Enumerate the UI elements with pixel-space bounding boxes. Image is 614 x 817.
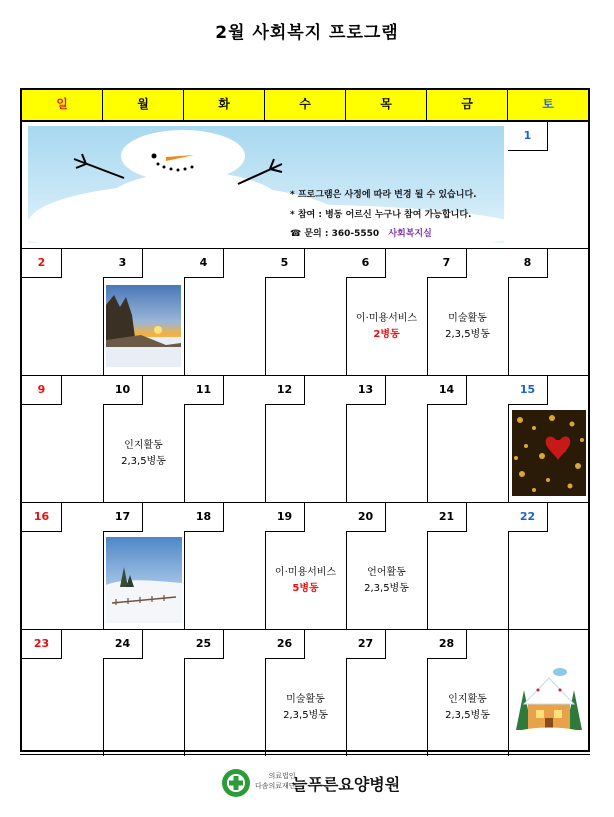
org-foundation: 다솜의료재단 bbox=[255, 782, 296, 790]
snowy-house-illustration bbox=[514, 660, 584, 740]
day-cell-9 bbox=[22, 376, 104, 502]
date-number: 16 bbox=[22, 503, 62, 532]
day-cell-2 bbox=[22, 249, 104, 375]
date-number: 10 bbox=[103, 376, 143, 405]
program-ward: 5병동 bbox=[292, 583, 319, 594]
day-cell-10 bbox=[103, 376, 185, 502]
day-cell-27 bbox=[346, 630, 428, 756]
weekday-sun: 일 bbox=[22, 90, 103, 120]
date-number: 6 bbox=[346, 249, 386, 278]
program-title: 인지활동 bbox=[124, 440, 163, 451]
date-number: 12 bbox=[265, 376, 305, 405]
day-cell-13 bbox=[346, 376, 428, 502]
week-row-3 bbox=[22, 376, 588, 503]
date-number: 11 bbox=[184, 376, 224, 405]
banner-contact bbox=[290, 226, 432, 239]
page-title: 2월 사회복지 프로그램 bbox=[215, 23, 399, 43]
day-cell-14 bbox=[427, 376, 509, 502]
day-cell-16 bbox=[22, 503, 104, 629]
day-cell-17 bbox=[103, 503, 185, 629]
date-number: 27 bbox=[346, 630, 386, 659]
date-number: 25 bbox=[184, 630, 224, 659]
contact-phone: ☎ 문의 : 360-5550 bbox=[290, 229, 380, 239]
day-cell-8 bbox=[508, 249, 589, 375]
weekday-mon: 월 bbox=[103, 90, 184, 120]
date-number: 21 bbox=[427, 503, 467, 532]
program-title: 이·미용서비스 bbox=[355, 313, 418, 324]
hospital-logo-icon bbox=[221, 768, 251, 798]
date-number: 3 bbox=[103, 249, 143, 278]
day-cell-5 bbox=[265, 249, 347, 375]
date-number: 28 bbox=[427, 630, 467, 659]
contact-department: 사회복지실 bbox=[388, 229, 432, 239]
day-cell-6 bbox=[346, 249, 428, 375]
banner-note-1: * 프로그램은 사정에 따라 변경 될 수 있습니다. bbox=[290, 190, 477, 200]
day-cell-12 bbox=[265, 376, 347, 502]
winter-banner bbox=[28, 126, 504, 243]
weekday-header bbox=[22, 90, 588, 122]
week-row-2 bbox=[22, 249, 588, 376]
winter-sunset-photo bbox=[106, 285, 181, 367]
week-row-1 bbox=[22, 122, 588, 249]
org-label bbox=[255, 771, 296, 791]
day-cell-3 bbox=[103, 249, 185, 375]
date-number: 18 bbox=[184, 503, 224, 532]
program-ward: 2,3,5병동 bbox=[121, 456, 166, 467]
date-number: 5 bbox=[265, 249, 305, 278]
date-number: 15 bbox=[508, 376, 548, 405]
date-number: 22 bbox=[508, 503, 548, 532]
weekday-wed: 수 bbox=[265, 90, 346, 120]
date-number: 20 bbox=[346, 503, 386, 532]
christmas-lights-photo bbox=[512, 410, 586, 496]
week-row-4 bbox=[22, 503, 588, 630]
program-title: 인지활동 bbox=[448, 694, 487, 705]
footer-divider bbox=[20, 754, 590, 755]
date-number: 4 bbox=[184, 249, 224, 278]
day-cell-28 bbox=[427, 630, 509, 756]
date-number: 19 bbox=[265, 503, 305, 532]
org-type: 의료법인 bbox=[268, 772, 296, 780]
program-title: 미술활동 bbox=[448, 313, 487, 324]
day-cell-18 bbox=[184, 503, 266, 629]
date-number: 13 bbox=[346, 376, 386, 405]
banner-note-2: * 참여 : 병동 어르신 누구나 참여 가능합니다. bbox=[290, 210, 472, 220]
snow-field-photo bbox=[106, 537, 182, 623]
day-cell-7 bbox=[427, 249, 509, 375]
date-number: 24 bbox=[103, 630, 143, 659]
weekday-tue: 화 bbox=[184, 90, 265, 120]
weekday-fri: 금 bbox=[427, 90, 508, 120]
day-cell-blank bbox=[508, 630, 589, 756]
week-row-5 bbox=[22, 630, 588, 756]
day-cell-24 bbox=[103, 630, 185, 756]
program-ward: 2,3,5병동 bbox=[283, 710, 328, 721]
hospital-name: 늘푸른요양병원 bbox=[292, 775, 401, 794]
date-number: 23 bbox=[22, 630, 62, 659]
day-cell-21 bbox=[427, 503, 509, 629]
day-cell-22 bbox=[508, 503, 589, 629]
date-number: 1 bbox=[508, 122, 548, 151]
snowman-illustration bbox=[28, 126, 504, 243]
date-number: 9 bbox=[22, 376, 62, 405]
day-cell-20 bbox=[346, 503, 428, 629]
day-cell-26 bbox=[265, 630, 347, 756]
program-title: 언어활동 bbox=[367, 567, 406, 578]
program-ward: 2,3,5병동 bbox=[445, 329, 490, 340]
program-title: 이·미용서비스 bbox=[274, 567, 337, 578]
day-cell-19 bbox=[265, 503, 347, 629]
date-number: 7 bbox=[427, 249, 467, 278]
program-ward: 2병동 bbox=[373, 329, 400, 340]
date-number: 17 bbox=[103, 503, 143, 532]
day-cell-25 bbox=[184, 630, 266, 756]
program-title: 미술활동 bbox=[286, 694, 325, 705]
day-cell-15 bbox=[508, 376, 589, 502]
hospital-footer bbox=[0, 764, 614, 804]
program-ward: 2,3,5병동 bbox=[445, 710, 490, 721]
calendar-table bbox=[20, 88, 590, 752]
program-ward: 2,3,5병동 bbox=[364, 583, 409, 594]
day-cell-4 bbox=[184, 249, 266, 375]
date-number: 26 bbox=[265, 630, 305, 659]
day-cell-23 bbox=[22, 630, 104, 756]
date-number: 8 bbox=[508, 249, 548, 278]
day-cell-11 bbox=[184, 376, 266, 502]
weekday-sat: 토 bbox=[542, 97, 554, 111]
weekday-thu: 목 bbox=[346, 90, 427, 120]
date-number: 14 bbox=[427, 376, 467, 405]
date-number: 2 bbox=[22, 249, 62, 278]
day-cell-1 bbox=[508, 122, 589, 248]
